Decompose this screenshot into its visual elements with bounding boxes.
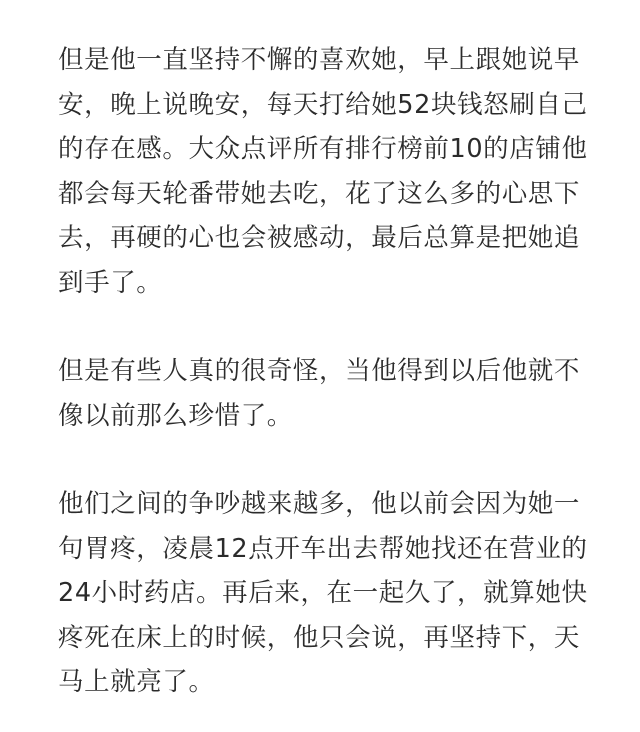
paragraph-line: 安，晚上说晚安，每天打给她52块钱怒刷自己	[58, 89, 588, 120]
article-body	[58, 38, 608, 705]
paragraph-line: 句胃疼，凌晨12点开车出去帮她找还在营业的	[58, 533, 588, 564]
paragraph-line: 的存在感。大众点评所有排行榜前10的店铺他	[58, 134, 588, 164]
paragraph-2	[58, 349, 608, 438]
paragraph-line: 但是他一直坚持不懈的喜欢她，早上跟她说早	[58, 45, 581, 75]
paragraph-line: 疼死在床上的时候，他只会说，再坚持下，天	[58, 622, 581, 653]
paragraph-line: 去，再硬的心也会被感动，最后总算是把她追	[58, 223, 581, 253]
paragraph-line: 像以前那么珍惜了。	[58, 400, 293, 431]
paragraph-line: 但是有些人真的很奇怪，当他得到以后他就不	[58, 356, 581, 386]
paragraph-line: 都会每天轮番带她去吃，花了这么多的心思下	[58, 178, 581, 209]
paragraph-line: 他们之间的争吵越来越多，他以前会因为她一	[58, 489, 581, 519]
paragraph-line: 24小时药店。再后来，在一起久了，就算她快	[58, 578, 588, 608]
paragraph-line: 马上就亮了。	[58, 667, 215, 697]
paragraph-1	[58, 38, 608, 305]
paragraph-line: 到手了。	[58, 267, 163, 298]
paragraph-3	[58, 482, 608, 705]
